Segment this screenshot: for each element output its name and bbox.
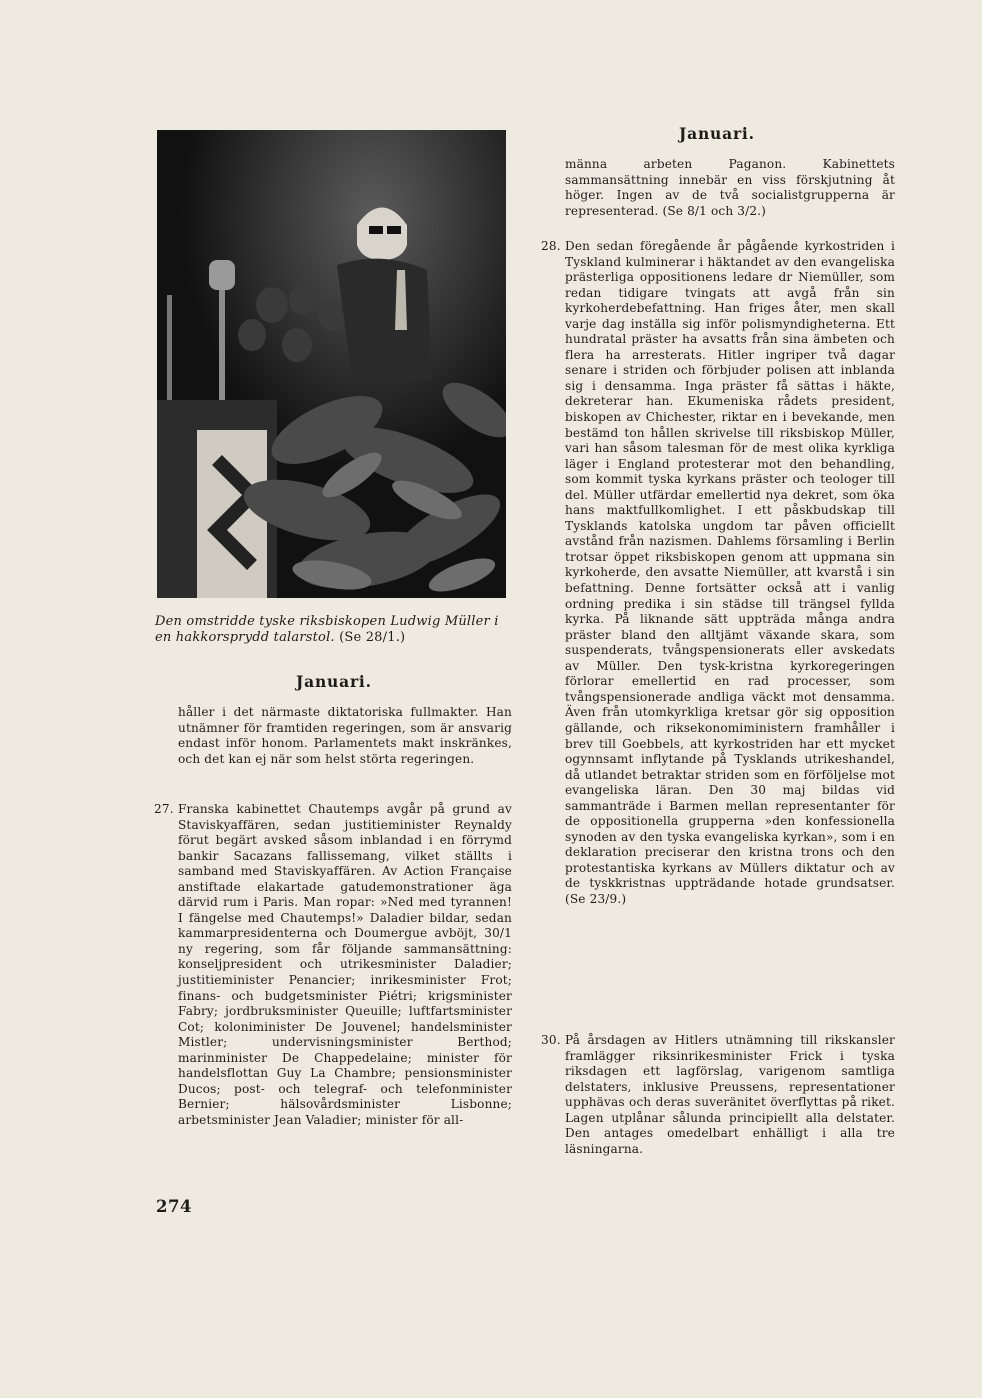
paragraph-text: Den sedan föregående år pågående kyrkostriden i Tyskland kulminerar i häktandet av den evangeliska prästerliga oppositionens ledare dr Niemüller, som redan tidigare tvingats att avgå från sin kyrkoherdebefattning. Han friges åter, men skall varje dag inställa sig inför polismyndigheterna. Ett hundratal präster ha avsatts från sina ämbeten och flera ha arresterats. Hitler ingriper två dagar senare i striden och förbjuder polisen att inblanda sig i densamma. Inga präster få sättas i häkte, dekreterar han. Ekumeniska rådets president, biskopen av Chichester, riktar en i bevekande, men bestämd ton hållen skrivelse till riksbiskop Müller, vari han såsom talesman för de mest olika kyrkliga läger i England protesterar mot den behandling, som kommit tyska kyrkans präster och teologer till del. Müller utfärdar emellertid nya dekret, som öka hans maktfullkomlighet. I ett påskbudskap till Tysklands katolska ungdom tar påven officiellt avstånd från nazismen. Dahlems församling i Berlin trotsar öppet riksbiskopen genom att uppmana sin kyrkoherde, den avsatte Niemüller, att kvarstå i sin befattning. Denne fortsätter också att i vanlig ordning predika i sin städse till trängsel fyllda kyrka. På liknande sätt uppträda många andra präster bland den alltjämt växande skara, som suspenderats, tvångspensionerats eller avskedats av Müller. Den tysk-kristna kyrkoregeringen förlorar emellertid en rad processer, som tvångspensionerade andliga väckt mot densamma. Även från utomkyrkliga kretsar gör sig opposition gällande, och riksekonomiministern framhåller i brev till Goebbels, att kyrkostriden har ett mycket ogynnsamt inflytande på Tysklands utrikeshandel, då utlandet betraktar striden som en förföljelse mot evangeliska läran. Den 30 maj bildas vid sammanträde i Barmen mellan representanter för de oppositionella grupperna »den konfessionella synoden av den tyska evangeliska kyrkan», som i en deklaration preciserar den kristna trons och den protestantiska kyrkans av Müllers diktatur och av de tyskkristnas uppträdande hotade grundsatser. (Se 23/9.): [565, 239, 895, 906]
caption-reference: (Se 28/1.): [339, 630, 406, 645]
left-paragraph-1: [178, 705, 512, 767]
paragraph-text: På årsdagen av Hitlers utnämning till rikskansler framlägger riksinrikesminister Frick i tyska riksdagen ett lagförslag, varigenom samtliga delstaters, inklusive Preussens, representationer upphävas och deras suveränitet överflyttas på riket. Lagen utplånar sålunda principiellt alla delstater. Den antages omedelbart enhälligt i alla tre läsningarna.: [565, 1033, 895, 1156]
photograph-bishop-at-microphone-icon: [157, 130, 506, 598]
right-column-heading: Januari.: [679, 124, 755, 143]
entry-day-number: 28.: [541, 239, 561, 253]
paragraph-text: Franska kabinettet Chautemps avgår på grund av Staviskyaffären, sedan justitieminister Reynaldy förut begärt avsked såsom inblandad i en förrymd bankir Sacazans fallissemang, vilket ställts i samband med Staviskyaffären. Av Action Française anstiftade elakartade gatudemonstrationer äga därvid rum i Paris. Man ropar: »Ned med tyrannen! I fängelse med Chautemps!» Daladier bildar, sedan kammarpresidenterna och Doumergue avböjt, 30/1 ny regering, som får följande sammansättning: konseljpresident och utrikesminister Daladier; justitieminister Penancier; inrikesminister Frot; finans- och budgetsminister Piétri; krigsminister Fabry; jordbruksminister Queuille; luftfartsminister Cot; koloniminister De Jouvenel; handelsminister Mistler; undervisningsminister Berthod; marinminister De Chappedelaine; minister för handelsflottan Guy La Chambre; pensionsminister Ducos; post- och telegraf- och telefonminister Bernier; hälsovårdsminister Lisbonne; arbetsminister Jean Valadier; minister för all-: [178, 802, 512, 1127]
caption-italic-text: Den omstridde tyske riksbiskopen Ludwig Müller i en hakkorsprydd talarstol.: [155, 614, 499, 645]
paragraph-text: håller i det närmaste diktatoriska fullmakter. Han utnämner för framtiden regeringen, som är ansvarig endast inför honom. Parlamentets makt inskränkes, och det kan ej när som helst störta regeringen.: [178, 705, 512, 766]
paragraph-text: männa arbeten Paganon. Kabinettets sammansättning innebär en viss förskjutning åt höger. Ingen av de två socialistgrupperna är representerad. (Se 8/1 och 3/2.): [565, 157, 895, 218]
left-paragraph-2: [154, 802, 512, 1128]
entry-day-number: 27.: [154, 802, 174, 816]
left-column-heading: Januari.: [296, 672, 372, 691]
photo-caption: [155, 614, 515, 646]
photograph: [157, 130, 506, 598]
right-paragraph-2: [541, 1033, 895, 1157]
right-paragraph-0: [565, 157, 895, 219]
right-paragraph-1: [541, 239, 895, 908]
entry-day-number: 30.: [541, 1033, 561, 1047]
page-number: 274: [156, 1197, 192, 1216]
